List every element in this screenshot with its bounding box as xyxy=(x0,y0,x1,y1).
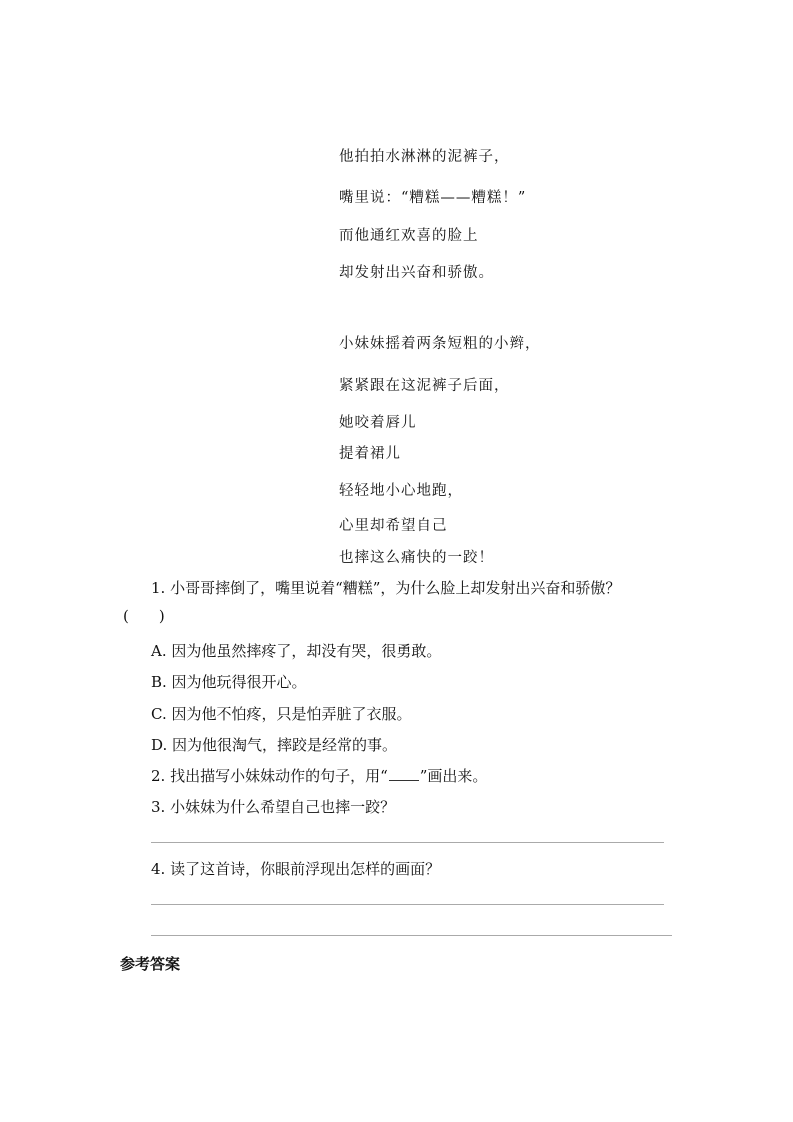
question-1: 1. 小哥哥摔倒了，嘴里说着“糟糕”，为什么脸上却发射出兴奋和骄傲？ xyxy=(151,579,621,597)
poem-line: 轻轻地小心地跑， xyxy=(339,483,463,499)
answer-line[interactable] xyxy=(151,842,664,843)
poem-line: 他拍拍水淋淋的泥裤子， xyxy=(339,149,510,165)
answer-parentheses: ( ) xyxy=(123,607,165,625)
poem-line: 小妹妹摇着两条短粗的小辫， xyxy=(339,336,541,352)
question-2-text-end: ”画出来。 xyxy=(419,767,488,785)
underline-blank xyxy=(389,768,419,781)
poem-line: 却发射出兴奋和骄傲。 xyxy=(339,265,494,281)
option-b: B. 因为他玩得很开心。 xyxy=(151,673,307,691)
answer-section-title: 参考答案 xyxy=(120,955,181,973)
option-d: D. 因为他很淘气，摔跤是经常的事。 xyxy=(151,736,398,754)
question-2-text: 2. 找出描写小妹妹动作的句子，用“ xyxy=(151,767,388,785)
option-c: C. 因为他不怕疼，只是怕弄脏了衣服。 xyxy=(151,705,412,723)
question-2 xyxy=(151,765,487,786)
question-3: 3. 小妹妹为什么希望自己也摔一跤？ xyxy=(151,798,396,816)
poem-line: 紧紧跟在这泥裤子后面， xyxy=(339,378,510,394)
option-a: A. 因为他虽然摔疼了，却没有哭，很勇敢。 xyxy=(151,642,442,660)
answer-line[interactable] xyxy=(151,904,664,905)
poem-line: 嘴里说：“糟糕——糟糕！” xyxy=(339,190,527,206)
answer-line[interactable] xyxy=(151,935,672,936)
poem-line: 心里却希望自己 xyxy=(339,518,448,534)
poem-line: 也摔这么痛快的一跤！ xyxy=(339,550,494,566)
poem-line: 提着裙儿 xyxy=(339,446,401,462)
poem-line: 她咬着唇儿 xyxy=(339,415,417,431)
poem-line: 而他通红欢喜的脸上 xyxy=(339,228,479,244)
question-4: 4. 读了这首诗，你眼前浮现出怎样的画面？ xyxy=(151,860,441,878)
